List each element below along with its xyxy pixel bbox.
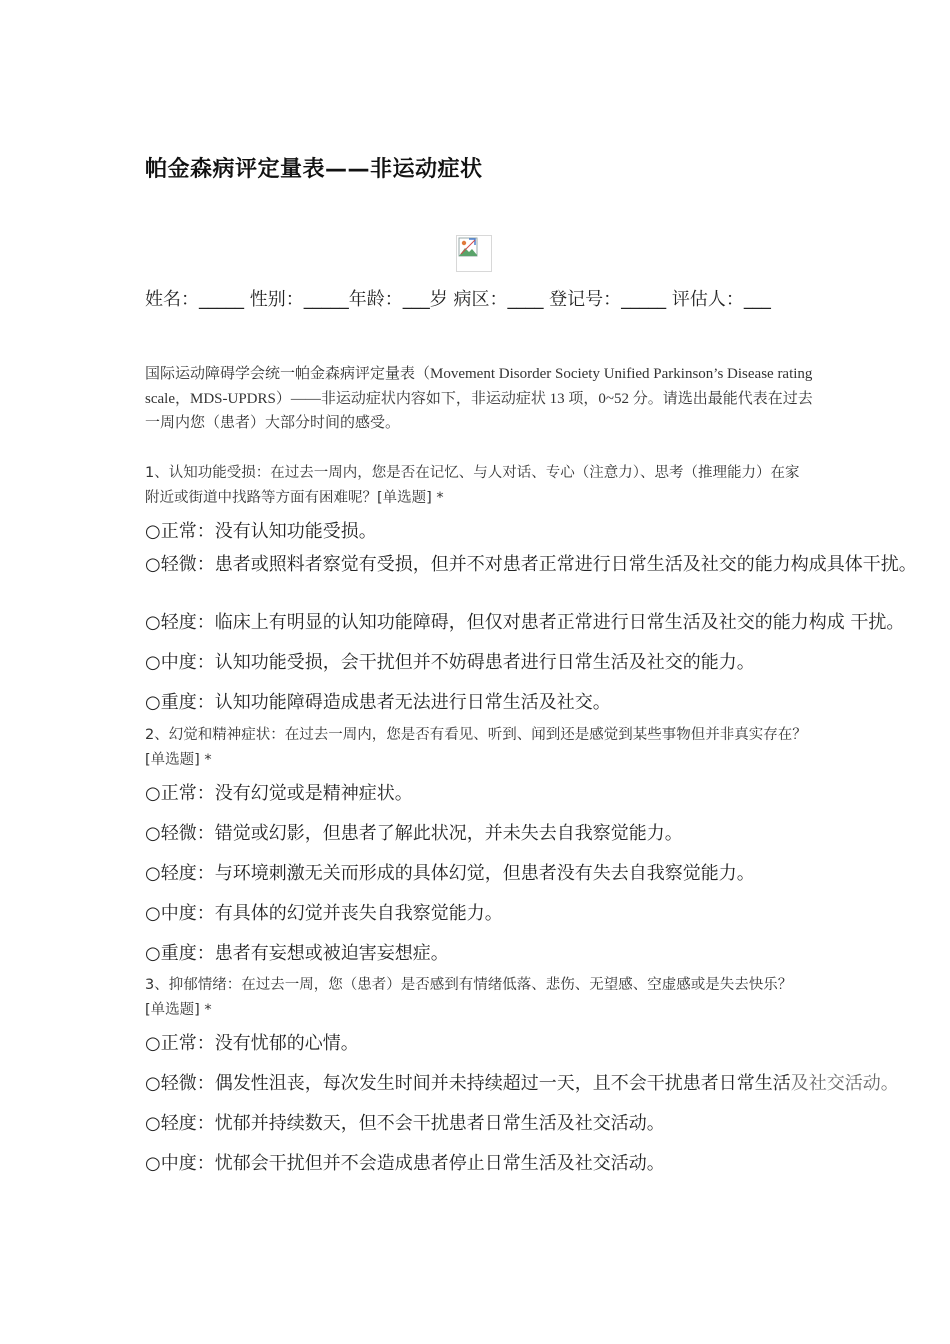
q2-option-slight[interactable]: ○轻微：错觉或幻影，但患者了解此状况，并未失去自我察觉能力。 <box>145 823 683 844</box>
q3-option-moderate[interactable]: ○中度：忧郁会干扰但并不会造成患者停止日常生活及社交活动。 <box>145 1153 665 1174</box>
question-1-text: 1、认知功能受损：在过去一周内，您是否在记忆、与人对话、专心（注意力）、思考（推理能力）在家附近或街道中找路等方面有困难呢？[单选题] * <box>145 465 800 506</box>
q3-option-slight-tail: 及社交活动。 <box>790 1073 899 1093</box>
q1-option-normal[interactable]: ○正常：没有认知功能受损。 <box>145 521 377 542</box>
q3-option-slight[interactable] <box>145 1070 899 1097</box>
intro-paragraph: 国际运动障碍学会统一帕金森病评定量表（Movement Disorder Society Unified Parkinson’s Disease rating scale，MDS-UPDRS）——非运动症状内容如下，非运动症状 13 项，0~52 分。请选出最能代表在过去一周内您（患者）大部分时间的感受。 <box>145 366 813 431</box>
question-2-text: 2、幻觉和精神症状：在过去一周内，您是否有看见、听到、闻到还是感觉到某些事物但并非真实存在？[单选题] * <box>145 727 807 768</box>
q2-option-moderate[interactable]: ○中度：有具体的幻觉并丧失自我察觉能力。 <box>145 903 503 924</box>
patient-info-fields: 姓名：_____ 性别：_____年龄：___岁 病区：____ 登记号：_____ 评估人：___ <box>145 289 771 310</box>
q3-option-mild[interactable]: ○轻度：忧郁并持续数天，但不会干扰患者日常生活及社交活动。 <box>145 1113 665 1134</box>
q2-option-mild[interactable]: ○轻度：与环境刺激无关而形成的具体幻觉，但患者没有失去自我察觉能力。 <box>145 863 755 884</box>
q2-option-normal[interactable]: ○正常：没有幻觉或是精神症状。 <box>145 783 413 804</box>
q1-option-severe[interactable]: ○重度：认知功能障碍造成患者无法进行日常生活及社交。 <box>145 692 611 713</box>
q1-option-slight[interactable]: ○轻微：患者或照料者察觉有受损，但并不对患者正常进行日常生活及社交的能力构成具体干扰。 <box>145 554 917 575</box>
q3-option-slight-label: ○轻微：偶发性沮丧，每次发生时间并未持续超过一天，且不会干扰患者日常生活 <box>145 1073 791 1094</box>
q1-option-mild[interactable]: ○轻度：临床上有明显的认知功能障碍，但仅对患者正常进行日常生活及社交的能力构成 干扰。 <box>145 612 905 633</box>
question-3-text: 3、抑郁情绪：在过去一周，您（患者）是否感到有情绪低落、悲伤、无望感、空虚感或是失去快乐？[单选题] * <box>145 977 793 1018</box>
broken-image-icon <box>456 235 492 272</box>
q1-option-moderate[interactable]: ○中度：认知功能受损，会干扰但并不妨碍患者进行日常生活及社交的能力。 <box>145 652 755 673</box>
q3-option-normal[interactable]: ○正常：没有忧郁的心情。 <box>145 1033 359 1054</box>
q2-option-severe[interactable]: ○重度：患者有妄想或被迫害妄想症。 <box>145 943 449 964</box>
page-title: 帕金森病评定量表——非运动症状 <box>145 157 483 182</box>
